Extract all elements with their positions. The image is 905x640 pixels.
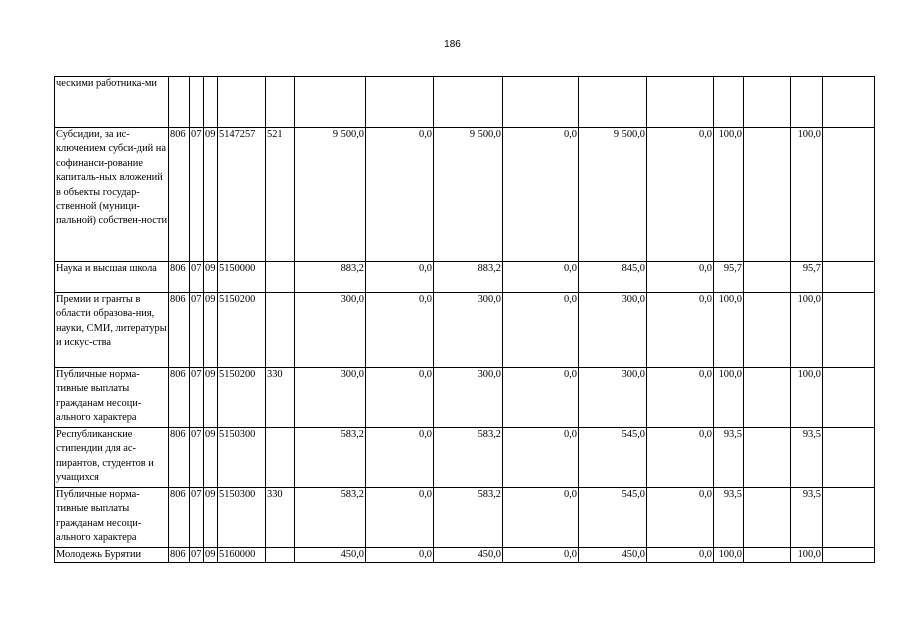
section-code-cell: 07 bbox=[190, 548, 204, 563]
value-cell-5: 300,0 bbox=[579, 293, 647, 368]
page-number: 186 bbox=[444, 39, 461, 50]
expense-type-cell bbox=[266, 428, 295, 488]
expense-type-cell bbox=[266, 262, 295, 293]
subsection-code-cell: 09 bbox=[204, 548, 218, 563]
expense-type-cell: 521 bbox=[266, 128, 295, 262]
admin-code-cell: 806 bbox=[169, 293, 190, 368]
value-cell-3: 583,2 bbox=[434, 428, 503, 488]
value-cell-3: 300,0 bbox=[434, 293, 503, 368]
value-cell-2: 0,0 bbox=[366, 428, 434, 488]
value-cell-3 bbox=[434, 77, 503, 128]
value-cell-2 bbox=[366, 77, 434, 128]
subsection-code-cell bbox=[204, 77, 218, 128]
value-cell-1: 883,2 bbox=[295, 262, 366, 293]
subsection-code-cell: 09 bbox=[204, 368, 218, 428]
table-row bbox=[55, 128, 875, 262]
section-code-cell: 07 bbox=[190, 262, 204, 293]
expense-type-cell bbox=[266, 77, 295, 128]
percent-cell-2: 100,0 bbox=[791, 548, 823, 563]
table-row bbox=[55, 428, 875, 488]
value-cell-6: 0,0 bbox=[647, 428, 714, 488]
value-cell-3: 9 500,0 bbox=[434, 128, 503, 262]
subsection-code-cell: 09 bbox=[204, 428, 218, 488]
value-cell-4: 0,0 bbox=[503, 428, 579, 488]
admin-code-cell: 806 bbox=[169, 488, 190, 548]
value-cell-5 bbox=[579, 77, 647, 128]
section-code-cell: 07 bbox=[190, 128, 204, 262]
expense-type-cell: 330 bbox=[266, 488, 295, 548]
value-cell-3: 583,2 bbox=[434, 488, 503, 548]
row-name-cell: Публичные норма-тивные выплаты гражданам несоци-ального характера bbox=[55, 368, 169, 428]
value-cell-6: 0,0 bbox=[647, 128, 714, 262]
value-cell-4 bbox=[503, 77, 579, 128]
percent-cell-1: 100,0 bbox=[714, 368, 744, 428]
expense-type-cell bbox=[266, 548, 295, 563]
value-cell-2: 0,0 bbox=[366, 262, 434, 293]
admin-code-cell: 806 bbox=[169, 368, 190, 428]
empty-cell bbox=[744, 548, 791, 563]
percent-cell-2: 93,5 bbox=[791, 488, 823, 548]
empty-cell bbox=[744, 128, 791, 262]
subsection-code-cell: 09 bbox=[204, 128, 218, 262]
target-article-cell: 5150000 bbox=[218, 262, 266, 293]
empty-cell bbox=[823, 128, 875, 262]
value-cell-5: 545,0 bbox=[579, 488, 647, 548]
target-article-cell: 5150300 bbox=[218, 488, 266, 548]
value-cell-4: 0,0 bbox=[503, 548, 579, 563]
value-cell-5: 845,0 bbox=[579, 262, 647, 293]
target-article-cell: 5160000 bbox=[218, 548, 266, 563]
value-cell-2: 0,0 bbox=[366, 368, 434, 428]
empty-cell bbox=[823, 368, 875, 428]
percent-cell-1 bbox=[714, 77, 744, 128]
value-cell-6: 0,0 bbox=[647, 262, 714, 293]
value-cell-4: 0,0 bbox=[503, 128, 579, 262]
target-article-cell: 5150200 bbox=[218, 293, 266, 368]
value-cell-5: 545,0 bbox=[579, 428, 647, 488]
value-cell-2: 0,0 bbox=[366, 488, 434, 548]
value-cell-2: 0,0 bbox=[366, 128, 434, 262]
empty-cell bbox=[744, 262, 791, 293]
percent-cell-1: 100,0 bbox=[714, 128, 744, 262]
section-code-cell bbox=[190, 77, 204, 128]
percent-cell-1: 93,5 bbox=[714, 488, 744, 548]
value-cell-6: 0,0 bbox=[647, 368, 714, 428]
percent-cell-1: 95,7 bbox=[714, 262, 744, 293]
row-name-cell: Премии и гранты в области образова-ния, науки, СМИ, литературы и искус-ства bbox=[55, 293, 169, 368]
target-article-cell: 5150200 bbox=[218, 368, 266, 428]
value-cell-4: 0,0 bbox=[503, 262, 579, 293]
section-code-cell: 07 bbox=[190, 488, 204, 548]
budget-table bbox=[54, 76, 875, 563]
empty-cell bbox=[744, 428, 791, 488]
empty-cell bbox=[823, 293, 875, 368]
empty-cell bbox=[744, 77, 791, 128]
value-cell-5: 300,0 bbox=[579, 368, 647, 428]
value-cell-2: 0,0 bbox=[366, 548, 434, 563]
table-row bbox=[55, 548, 875, 563]
value-cell-1: 9 500,0 bbox=[295, 128, 366, 262]
value-cell-3: 300,0 bbox=[434, 368, 503, 428]
value-cell-6 bbox=[647, 77, 714, 128]
admin-code-cell: 806 bbox=[169, 128, 190, 262]
section-code-cell: 07 bbox=[190, 293, 204, 368]
value-cell-6: 0,0 bbox=[647, 548, 714, 563]
empty-cell bbox=[744, 368, 791, 428]
row-name-cell: ческими работника-ми bbox=[55, 77, 169, 128]
subsection-code-cell: 09 bbox=[204, 293, 218, 368]
value-cell-4: 0,0 bbox=[503, 368, 579, 428]
subsection-code-cell: 09 bbox=[204, 262, 218, 293]
value-cell-2: 0,0 bbox=[366, 293, 434, 368]
expense-type-cell: 330 bbox=[266, 368, 295, 428]
admin-code-cell: 806 bbox=[169, 262, 190, 293]
value-cell-3: 450,0 bbox=[434, 548, 503, 563]
row-name-cell: Наука и высшая школа bbox=[55, 262, 169, 293]
section-code-cell: 07 bbox=[190, 428, 204, 488]
table-row bbox=[55, 488, 875, 548]
percent-cell-2 bbox=[791, 77, 823, 128]
row-name-cell: Молодежь Бурятии bbox=[55, 548, 169, 563]
row-name-cell: Республиканские стипендии для ас-пирантов, студентов и учащихся bbox=[55, 428, 169, 488]
value-cell-5: 450,0 bbox=[579, 548, 647, 563]
value-cell-1: 300,0 bbox=[295, 368, 366, 428]
empty-cell bbox=[823, 77, 875, 128]
value-cell-4: 0,0 bbox=[503, 293, 579, 368]
percent-cell-1: 93,5 bbox=[714, 428, 744, 488]
percent-cell-1: 100,0 bbox=[714, 293, 744, 368]
value-cell-1: 583,2 bbox=[295, 488, 366, 548]
empty-cell bbox=[823, 488, 875, 548]
value-cell-1: 300,0 bbox=[295, 293, 366, 368]
percent-cell-2: 95,7 bbox=[791, 262, 823, 293]
row-name-cell: Субсидии, за ис-ключением субси-дий на софинанси-рование капиталь-ных вложений в объекты государ-ственной (муници-пальной) собствен-ности bbox=[55, 128, 169, 262]
subsection-code-cell: 09 bbox=[204, 488, 218, 548]
empty-cell bbox=[823, 548, 875, 563]
empty-cell bbox=[823, 262, 875, 293]
value-cell-3: 883,2 bbox=[434, 262, 503, 293]
percent-cell-2: 100,0 bbox=[791, 368, 823, 428]
value-cell-1: 450,0 bbox=[295, 548, 366, 563]
row-name-cell: Публичные норма-тивные выплаты гражданам несоци-ального характера bbox=[55, 488, 169, 548]
table-row bbox=[55, 262, 875, 293]
value-cell-6: 0,0 bbox=[647, 293, 714, 368]
value-cell-5: 9 500,0 bbox=[579, 128, 647, 262]
admin-code-cell bbox=[169, 77, 190, 128]
table-row bbox=[55, 77, 875, 128]
percent-cell-2: 100,0 bbox=[791, 293, 823, 368]
percent-cell-1: 100,0 bbox=[714, 548, 744, 563]
empty-cell bbox=[744, 488, 791, 548]
target-article-cell bbox=[218, 77, 266, 128]
section-code-cell: 07 bbox=[190, 368, 204, 428]
value-cell-1: 583,2 bbox=[295, 428, 366, 488]
value-cell-6: 0,0 bbox=[647, 488, 714, 548]
value-cell-4: 0,0 bbox=[503, 488, 579, 548]
percent-cell-2: 100,0 bbox=[791, 128, 823, 262]
target-article-cell: 5147257 bbox=[218, 128, 266, 262]
admin-code-cell: 806 bbox=[169, 548, 190, 563]
target-article-cell: 5150300 bbox=[218, 428, 266, 488]
table-row bbox=[55, 293, 875, 368]
empty-cell bbox=[744, 293, 791, 368]
value-cell-1 bbox=[295, 77, 366, 128]
percent-cell-2: 93,5 bbox=[791, 428, 823, 488]
empty-cell bbox=[823, 428, 875, 488]
admin-code-cell: 806 bbox=[169, 428, 190, 488]
table-row bbox=[55, 368, 875, 428]
expense-type-cell bbox=[266, 293, 295, 368]
